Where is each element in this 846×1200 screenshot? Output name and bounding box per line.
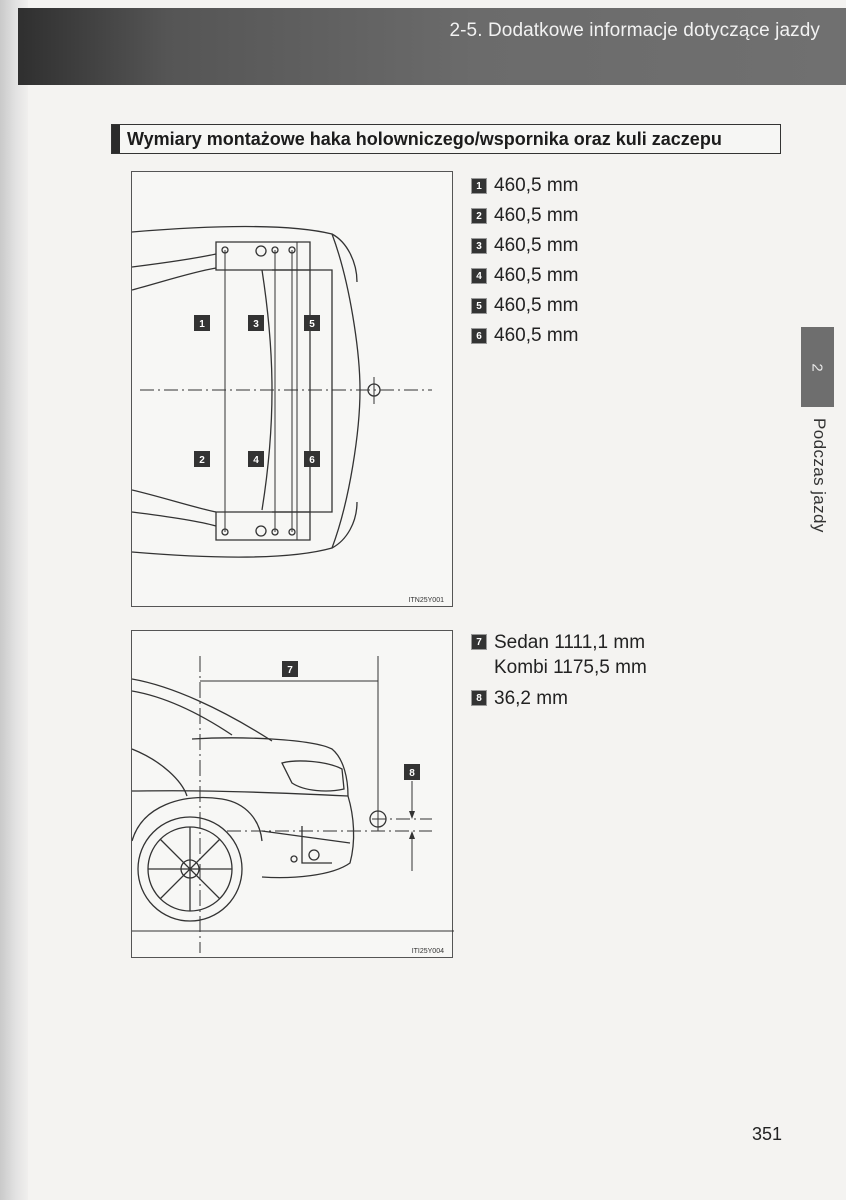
measurement-item [471, 321, 578, 351]
svg-text:3: 3 [253, 319, 259, 330]
chapter-number: 2 [809, 362, 826, 372]
side-view-diagram [132, 631, 454, 959]
marker-badge: 7 [471, 634, 487, 650]
body-outline-lower [132, 502, 357, 557]
note-line-height: 36,2 mm [494, 688, 568, 709]
measurement-value: 460,5 mm [494, 295, 579, 316]
svg-text:5: 5 [309, 319, 315, 330]
body-outline-upper [132, 227, 357, 282]
tail-light [282, 761, 344, 791]
svg-text:7: 7 [287, 665, 293, 676]
marker-1 [194, 315, 210, 331]
marker-badge: 1 [471, 178, 487, 194]
measurement-item [471, 171, 578, 201]
marker-4 [248, 451, 264, 467]
figure-code: ITI25Y004 [411, 948, 444, 955]
marker-badge: 5 [471, 298, 487, 314]
body-outline-upper-inner2 [132, 268, 216, 290]
marker-8 [404, 764, 420, 780]
page-number: 351 [752, 1124, 783, 1144]
figure-top-view [131, 171, 453, 607]
bracket-frame [272, 270, 332, 512]
svg-text:4: 4 [253, 455, 259, 466]
marker-7 [282, 661, 298, 677]
page-binding-shadow [0, 0, 28, 1200]
note-line-sedan: Sedan 1111,1 mm [494, 632, 646, 653]
chapter-label [804, 418, 834, 558]
note-item [471, 630, 647, 680]
figure-code: ITN25Y001 [408, 597, 444, 604]
measurement-list [471, 171, 578, 351]
hitch-arm [302, 826, 332, 863]
rear-window [132, 679, 272, 741]
body-outline-lower-inner [132, 512, 216, 526]
svg-text:2: 2 [199, 455, 205, 466]
rear-bumper [332, 234, 360, 548]
marker-5 [304, 315, 320, 331]
marker-badge: 4 [471, 268, 487, 284]
body-outline-lower-inner2 [132, 490, 216, 512]
note-item [471, 686, 647, 711]
chapter-tab [801, 327, 834, 407]
trunk-line [192, 738, 348, 796]
marker-badge: 6 [471, 328, 487, 344]
measurement-value: 460,5 mm [494, 205, 579, 226]
measurement-item [471, 231, 578, 261]
header-section-title: 2-5. Dodatkowe informacje dotyczące jazdy [449, 20, 820, 41]
measurement-item [471, 291, 578, 321]
top-view-diagram [132, 172, 454, 608]
heading-bar [112, 125, 120, 153]
marker-2 [194, 451, 210, 467]
body-outline-upper-inner [132, 254, 216, 267]
measurement-item [471, 201, 578, 231]
marker-badge: 3 [471, 238, 487, 254]
measurement-value: 460,5 mm [494, 265, 579, 286]
svg-text:8: 8 [409, 768, 415, 779]
marker-3 [248, 315, 264, 331]
measurement-item [471, 261, 578, 291]
section-heading [111, 124, 781, 154]
svg-text:1: 1 [199, 319, 205, 330]
marker-badge: 2 [471, 208, 487, 224]
figure-side-view [131, 630, 453, 958]
marker-6 [304, 451, 320, 467]
marker-badge: 8 [471, 690, 487, 706]
note-line-kombi: Kombi 1175,5 mm [494, 657, 647, 678]
measurement-value: 460,5 mm [494, 175, 579, 196]
measurement-value: 460,5 mm [494, 325, 579, 346]
side-view-notes [471, 630, 647, 711]
heading-text: Wymiary montażowe haka holowniczego/wspornika oraz kuli zaczepu [127, 128, 722, 149]
svg-text:6: 6 [309, 455, 315, 466]
chapter-label-text: Podczas jazdy [810, 418, 829, 533]
header-band [18, 8, 846, 85]
measurement-value: 460,5 mm [494, 235, 579, 256]
